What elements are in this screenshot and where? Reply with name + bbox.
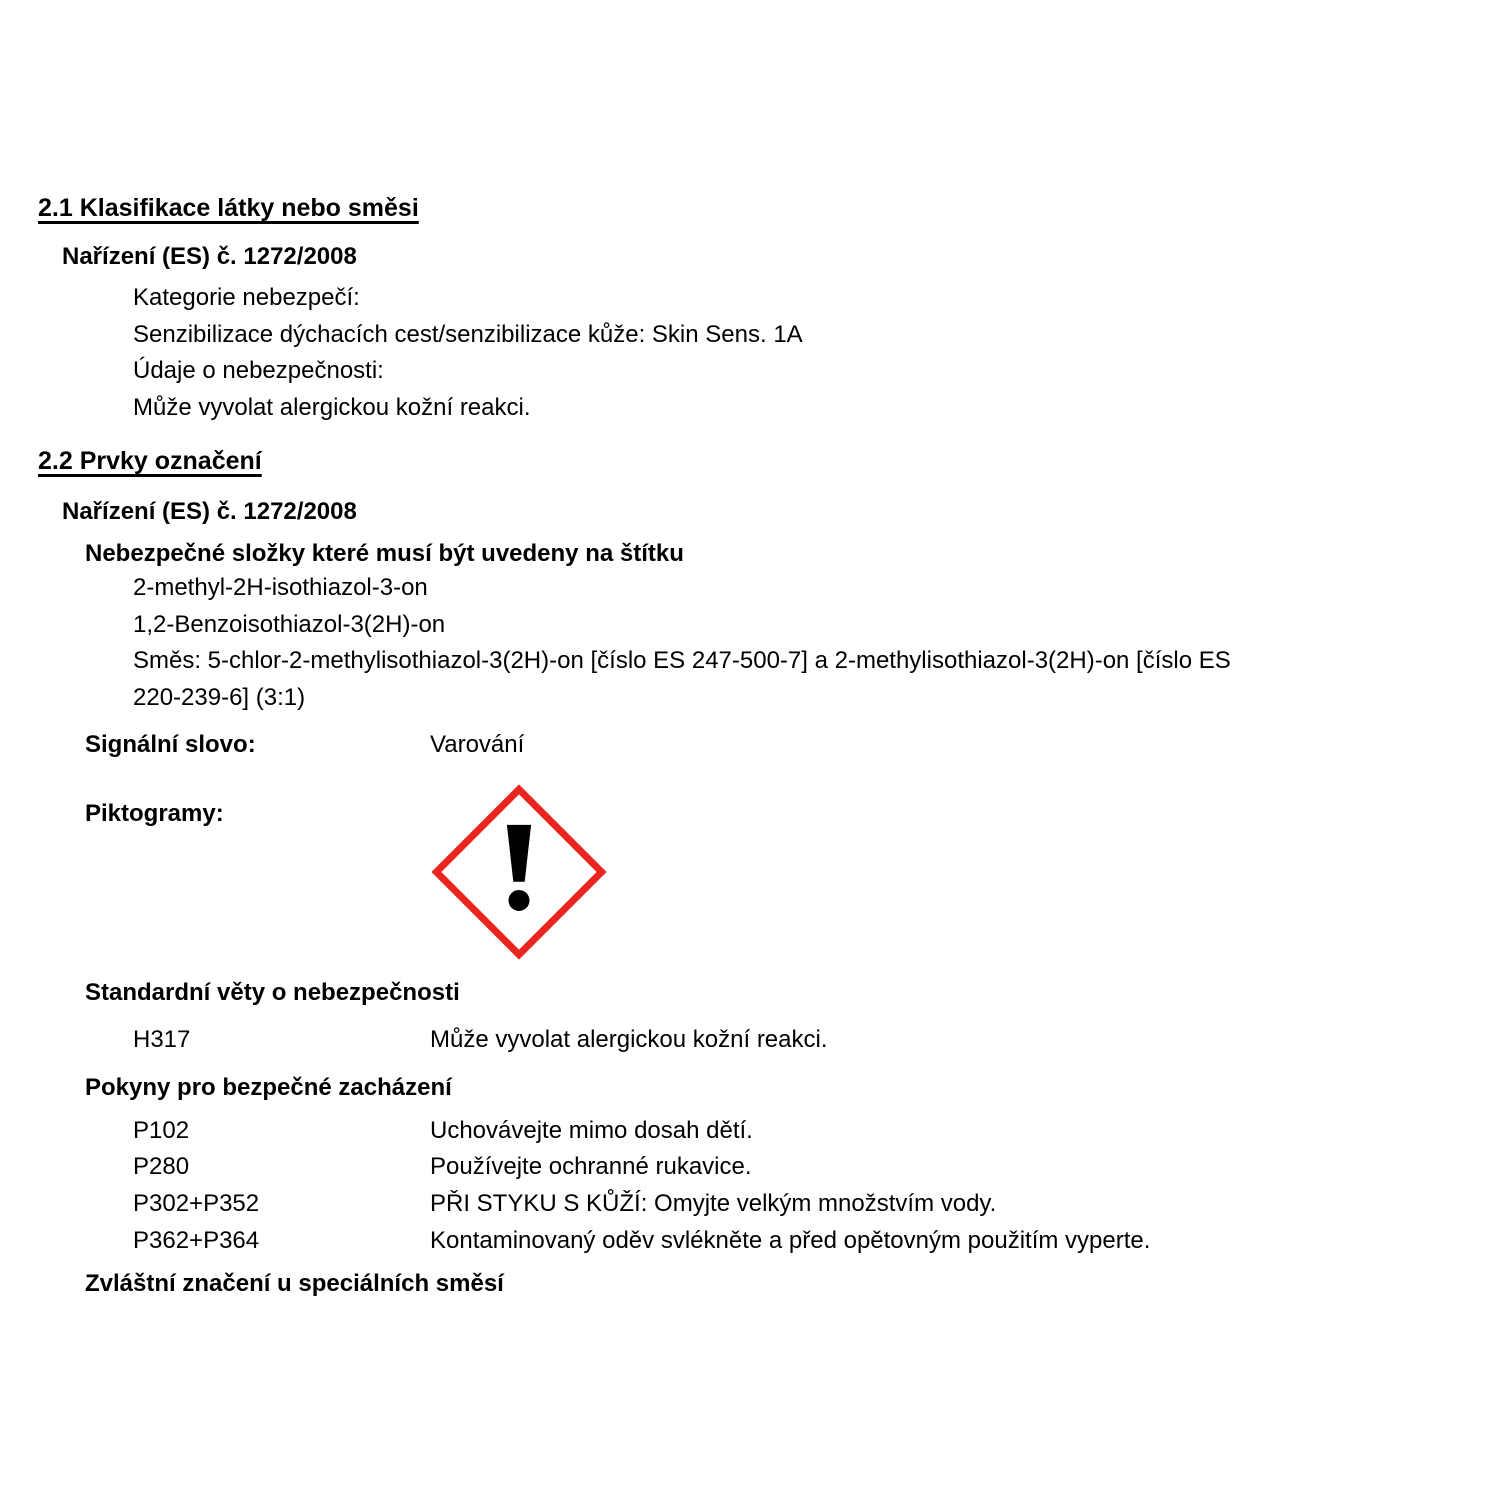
precautionary-row [0,1226,1500,1256]
component-line: Směs: 5-chlor-2-methylisothiazol-3(2H)-on [číslo ES 247-500-7] a 2-methylisothiazol-3(2H)-on [číslo ES [133,647,1231,674]
precautionary-text: Uchovávejte mimo dosah dětí. [430,1117,753,1144]
section-2-1-heading: 2.1 Klasifikace látky nebo směsi [38,194,419,222]
ghs07-exclamation-pictogram-icon [430,783,608,961]
hazardous-components-heading: Nebezpečné složky které musí být uvedeny na štítku [85,540,684,567]
exclamation-dot [508,890,529,911]
classification-lines [133,280,803,426]
component-line: 1,2-Benzoisothiazol-3(2H)-on [133,610,446,638]
signal-word-row [0,730,1500,760]
regulation-heading-2-2: Nařízení (ES) č. 1272/2008 [62,498,357,525]
precautionary-text: PŘI STYKU S KŮŽÍ: Omyjte velkým množstvím vody. [430,1190,997,1217]
precautionary-text: Kontaminovaný oděv svlékněte a před opětovným použitím vyperte. [430,1227,1151,1254]
component-line: 220-239-6] (3:1) [133,683,306,711]
hazard-statement-text: Může vyvolat alergickou kožní reakci. [430,1026,828,1053]
exclamation-bar [507,825,531,882]
signal-word-label: Signální slovo: [85,731,256,758]
hazard-statements-heading: Standardní věty o nebezpečnosti [85,979,460,1006]
pictograms-label: Piktogramy: [85,800,224,827]
precautionary-heading: Pokyny pro bezpečné zacházení [85,1074,452,1101]
hazardous-components-list [133,570,1231,716]
hazard-statement-row [0,1025,1500,1055]
section-2-2-heading: 2.2 Prvky označení [38,447,262,475]
component-line: 2-methyl-2H-isothiazol-3-on [133,574,428,601]
hazard-category-label: Kategorie nebezpečí: [133,284,360,311]
special-labelling-heading: Zvláštní značení u speciálních směsí [85,1270,504,1297]
hazard-data-line: Může vyvolat alergickou kožní reakci. [133,393,531,421]
precautionary-code: P280 [133,1153,190,1180]
precautionary-code: P102 [133,1117,190,1144]
hazard-data-label: Údaje o nebezpečnosti: [133,357,384,384]
precautionary-row [0,1152,1500,1182]
precautionary-row [0,1189,1500,1219]
precautionary-row [0,1116,1500,1146]
signal-word-value: Varování [430,731,525,758]
regulation-heading-2-1: Nařízení (ES) č. 1272/2008 [62,243,357,270]
precautionary-text: Používejte ochranné rukavice. [430,1153,752,1180]
precautionary-code: P302+P352 [133,1190,260,1217]
hazard-statement-code: H317 [133,1026,191,1053]
precautionary-code: P362+P364 [133,1227,260,1254]
sensitization-line: Senzibilizace dýchacích cest/senzibilizace kůže: Skin Sens. 1A [133,320,803,348]
